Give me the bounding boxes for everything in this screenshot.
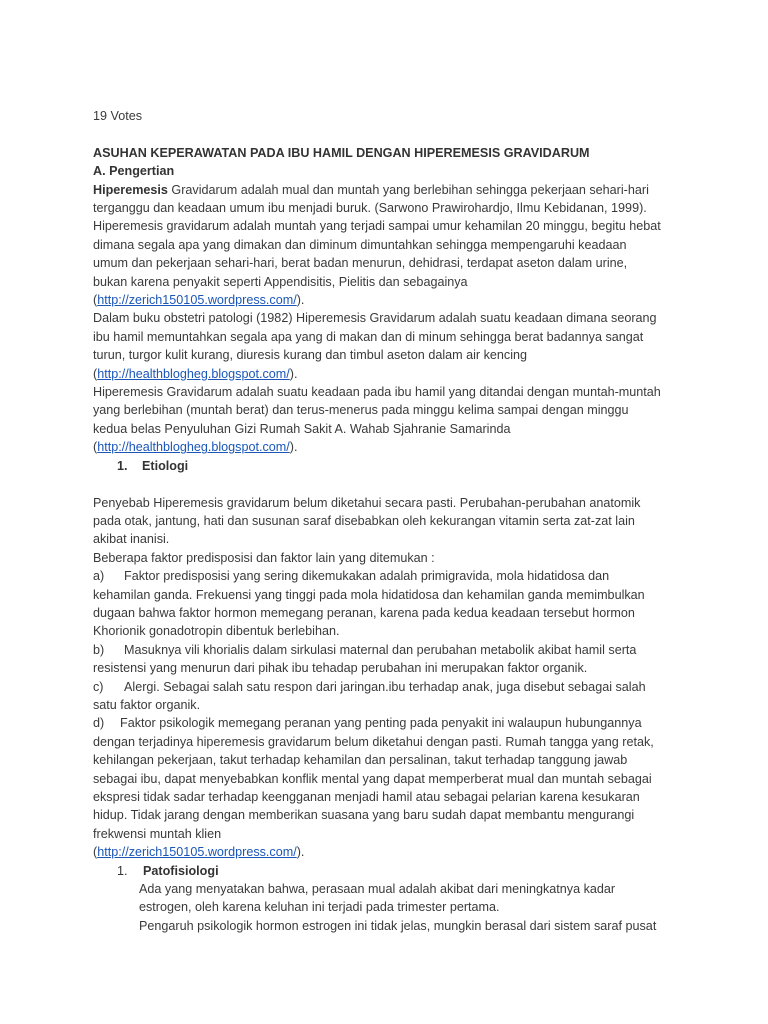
- paragraph-line: Pengaruh psikologik hormon estrogen ini tidak jelas, mungkin berasal dari sistem saraf pusat: [139, 918, 657, 933]
- factor-item-a: a) Faktor predisposisi yang sering dikemukakan adalah primigravida, mola hidatidosa dan: [93, 567, 683, 585]
- paragraph-line: dengan terjadinya hiperemesis gravidarum belum diketahui dengan pasti. Rumah tangga yang retak,: [93, 734, 654, 749]
- paragraph-line: satu faktor organik.: [93, 697, 201, 712]
- factor-item-d: d) Faktor psikologik memegang peranan yang penting pada penyakit ini walaupun hubungannya: [93, 714, 683, 732]
- paragraph-line: resistensi yang menurun dari pihak ibu tehadap perubahan ini merupakan faktor organik.: [93, 661, 588, 676]
- paragraph-line: pada otak, jantung, hati dan susunan saraf disebabkan oleh kekurangan vitamin serta zat-zat lain: [93, 513, 635, 528]
- heading-text: Etiologi: [142, 458, 189, 473]
- document-title: ASUHAN KEPERAWATAN PADA IBU HAMIL DENGAN HIPEREMESIS GRAVIDARUM: [93, 145, 590, 160]
- heading-text: Patofisiologi: [143, 863, 219, 878]
- paragraph-line: dugaan bahwa faktor hormon memegang peranan, karena pada kedua keadaan tersebut hormon: [93, 605, 635, 620]
- list-number: 1.: [117, 863, 128, 878]
- paragraph-line: umum dan pekerjaan sehari-hari, berat badan menurun, dehidrasi, terdapat aseton dalam urine,: [93, 256, 628, 271]
- paragraph-line: dimana segala apa yang dimakan dan diminum dimuntahkan sehingga mempengaruhi keadaan: [93, 237, 627, 252]
- section-heading-etiologi: [93, 457, 683, 475]
- paragraph-line: kehilangan pekerjaan, takut terhadap kehamilan dan persalinan, takut terhadap tanggung jawab: [93, 753, 628, 768]
- reference-link[interactable]: http://healthblogheg.blogspot.com/: [97, 440, 290, 455]
- paragraph-line: sebagai ibu, dapat menyebabkan konflik mental yang dapat memperberat mual dan muntah sebagai: [93, 771, 652, 786]
- reference-link[interactable]: http://zerich150105.wordpress.com/: [97, 293, 297, 308]
- paragraph-line: Penyebab Hiperemesis gravidarum belum diketahui secara pasti. Perubahan-perubahan anatomik: [93, 495, 641, 510]
- list-number: 1.: [117, 458, 128, 473]
- paragraph-line: frekwensi muntah klien: [93, 826, 222, 841]
- section-heading-pengertian: A. Pengertian: [93, 164, 175, 179]
- reference-line: (http://healthblogheg.blogspot.com/).: [93, 366, 298, 381]
- section-heading-patofisiologi: [93, 862, 683, 880]
- paragraph-line: ibu hamil memuntahkan segala apa yang di makan dan di minum sehingga berat badannya sangat: [93, 329, 644, 344]
- paragraph-line: Beberapa faktor predisposisi dan faktor lain yang ditemukan :: [93, 550, 435, 565]
- item-label: c): [93, 679, 104, 694]
- paragraph-line: kedua belas Penyuluhan Gizi Rumah Sakit A. Wahab Sjahranie Samarinda: [93, 421, 511, 436]
- paragraph-line: Hiperemesis gravidarum adalah muntah yang terjadi sampai umur kehamilan 20 minggu, begitu hebat: [93, 219, 661, 234]
- paragraph-line: Hiperemesis Gravidarum adalah mual dan muntah yang berlebihan sehingga pekerjaan sehari-hari: [93, 182, 649, 197]
- item-label: d): [93, 716, 105, 731]
- paragraph-line: hidup. Tidak jarang dengan memberikan suasana yang baru sudah dapat membantu mengurangi: [93, 808, 635, 823]
- paragraph-line: kehamilan ganda. Frekuensi yang tinggi pada mola hidatidosa dan kehamilan ganda memimbulkan: [93, 587, 645, 602]
- reference-line: (http://healthblogheg.blogspot.com/).: [93, 440, 298, 455]
- paragraph-line: estrogen, oleh karena keluhan ini terjadi pada trimester pertama.: [139, 900, 500, 915]
- reference-link[interactable]: http://healthblogheg.blogspot.com/: [97, 366, 290, 381]
- factor-item-b: b) Masuknya vili khorialis dalam sirkulasi maternal dan perubahan metabolik akibat hamil serta: [93, 641, 683, 659]
- factor-item-c: c) Alergi. Sebagai salah satu respon dari jaringan.ibu terhadap anak, juga disebut sebagai salah: [93, 678, 683, 696]
- paragraph-line: bukan karena penyakit seperti Appendisitis, Pielitis dan sebagainya: [93, 274, 468, 289]
- paragraph-line: Dalam buku obstetri patologi (1982) Hiperemesis Gravidarum adalah suatu keadaan dimana seorang: [93, 311, 657, 326]
- reference-line: (http://zerich150105.wordpress.com/).: [93, 293, 305, 308]
- paragraph-line: Ada yang menyatakan bahwa, perasaan mual adalah akibat dari meningkatnya kadar: [139, 882, 616, 897]
- paragraph-line: Hiperemesis Gravidarum adalah suatu keadaan pada ibu hamil yang ditandai dengan muntah-muntah: [93, 385, 661, 400]
- item-label: b): [93, 642, 105, 657]
- item-label: a): [93, 569, 105, 584]
- paragraph-line: yang berlebihan (muntah berat) dan terus-menerus pada minggu kelima sampai dengan minggu: [93, 403, 629, 418]
- paragraph-line: akibat inanisi.: [93, 532, 170, 547]
- paragraph-line: ekspresi tidak sadar terhadap keengganan menjadi hamil atau sebagai pelarian karena kesukaran: [93, 790, 640, 804]
- votes-count: 19 Votes: [93, 109, 143, 123]
- bold-term: Hiperemesis: [93, 182, 168, 197]
- paragraph-line: Khorionik gonadotropin dibentuk berlebihan.: [93, 624, 340, 639]
- document-body: [93, 107, 683, 935]
- reference-link[interactable]: http://zerich150105.wordpress.com/: [97, 845, 297, 860]
- reference-line: (http://zerich150105.wordpress.com/).: [93, 845, 305, 860]
- paragraph-line: terganggu dan keadaan umum ibu menjadi buruk. (Sarwono Prawirohardjo, Ilmu Kebidanan, 1999).: [93, 201, 647, 216]
- paragraph-line: turun, turgor kulit kurang, diuresis kurang dan timbul aseton dalam air kencing: [93, 348, 528, 363]
